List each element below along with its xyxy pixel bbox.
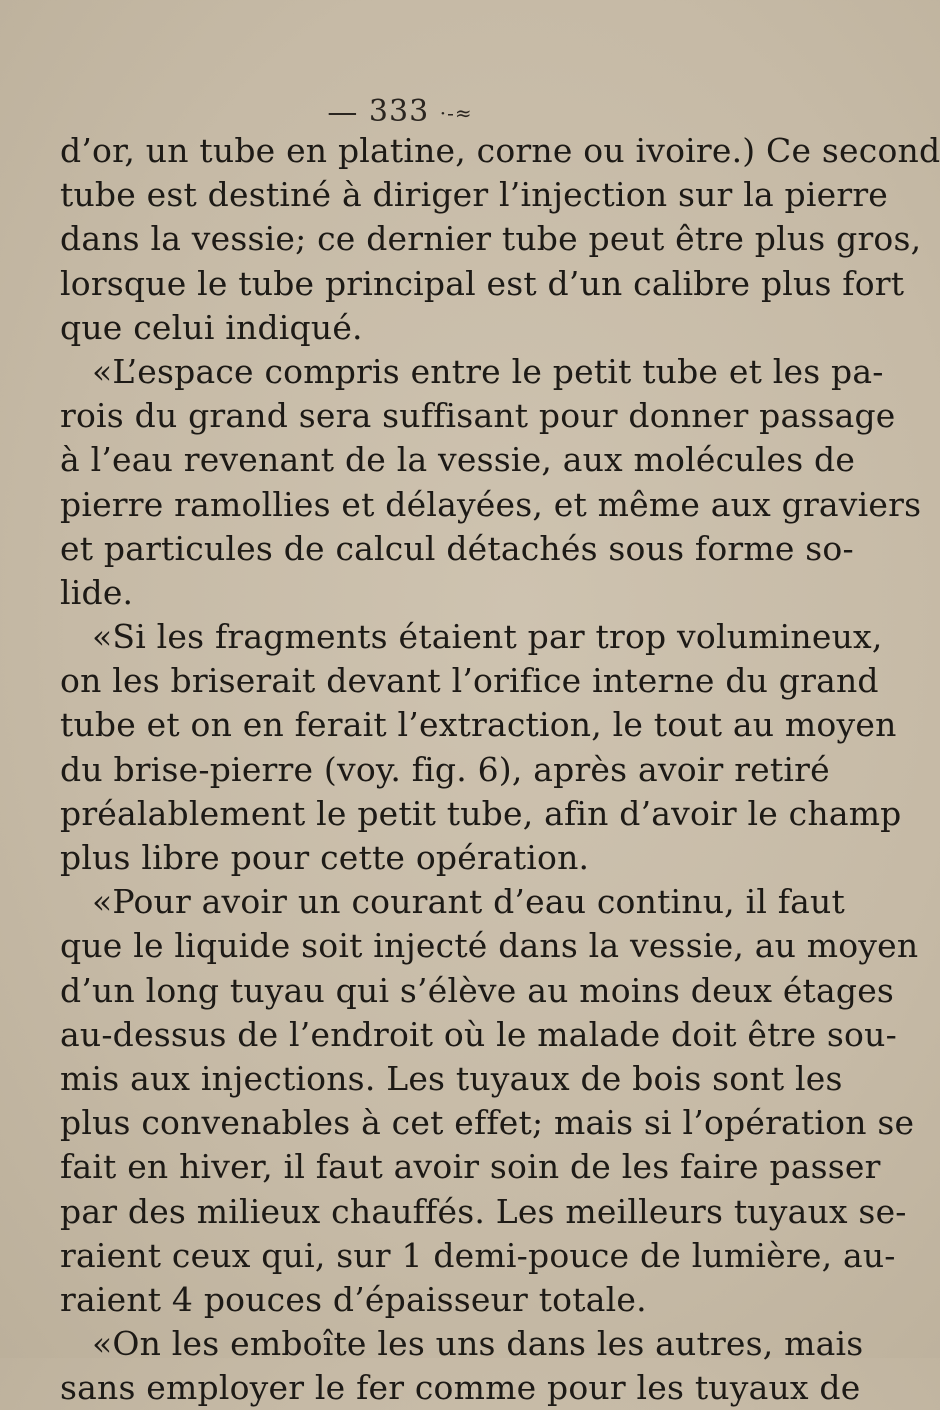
text-line: sans employer le fer comme pour les tuyaux de — [60, 1368, 861, 1408]
text-line: d’un long tuyau qui s’élève au moins deux étages — [60, 970, 895, 1010]
text-line: du brise-pierre (voy. fig. 6), après avoir retiré — [60, 749, 830, 789]
text-line: et particules de calcul détachés sous forme so- — [60, 528, 854, 568]
text-line: au-dessus de l’endroit où le malade doit être sou- — [60, 1014, 897, 1054]
text-line: dans la vessie; ce dernier tube peut être plus gros, — [60, 219, 922, 259]
text-line: mis aux injections. Les tuyaux de bois sont les — [60, 1058, 843, 1098]
text-line: rois du grand sera suffisant pour donner passage — [60, 396, 896, 436]
body-text — [60, 129, 940, 1410]
page-number: 333 — [368, 94, 430, 129]
text-line: lide. — [60, 572, 134, 612]
text-line: tube est destiné à diriger l’injection sur la pierre — [60, 175, 889, 215]
text-line: fait en hiver, il faut avoir soin de les faire passer — [60, 1147, 881, 1187]
text-line: pierre ramollies et délayées, et même aux graviers — [60, 484, 922, 524]
text-line: «On les emboîte les uns dans les autres, mais — [92, 1324, 864, 1364]
text-line: raient 4 pouces d’épaisseur totale. — [60, 1279, 647, 1319]
header-left-ornament: — — [327, 95, 359, 130]
page-header — [0, 92, 800, 133]
text-line: plus convenables à cet effet; mais si l’opération se — [60, 1103, 915, 1143]
text-line: lorsque le tube principal est d’un calibre plus fort — [60, 263, 905, 303]
text-line: «L’espace compris entre le petit tube et les pa- — [92, 351, 884, 391]
text-line: on les briserait devant l’orifice interne du grand — [60, 661, 879, 701]
text-line: préalablement le petit tube, afin d’avoir le champ — [60, 793, 902, 833]
text-line: à l’eau revenant de la vessie, aux molécules de — [60, 440, 856, 480]
header-right-ornament: ·-≈ — [439, 101, 473, 125]
text-line: que le liquide soit injecté dans la vessie, au moyen — [60, 926, 919, 966]
text-line: «Pour avoir un courant d’eau continu, il faut — [92, 882, 845, 922]
text-line: raient ceux qui, sur 1 demi-pouce de lumière, au- — [60, 1235, 896, 1275]
text-line: «Si les fragments étaient par trop volumineux, — [92, 617, 883, 657]
text-line: que celui indiqué. — [60, 307, 363, 347]
text-line: plus libre pour cette opération. — [60, 838, 590, 877]
text-line: par des milieux chauffés. Les meilleurs tuyaux se- — [60, 1191, 907, 1231]
text-line: tube et on en ferait l’extraction, le tout au moyen — [60, 705, 897, 745]
text-line: d’or, un tube en platine, corne ou ivoire.) Ce second — [60, 131, 940, 170]
